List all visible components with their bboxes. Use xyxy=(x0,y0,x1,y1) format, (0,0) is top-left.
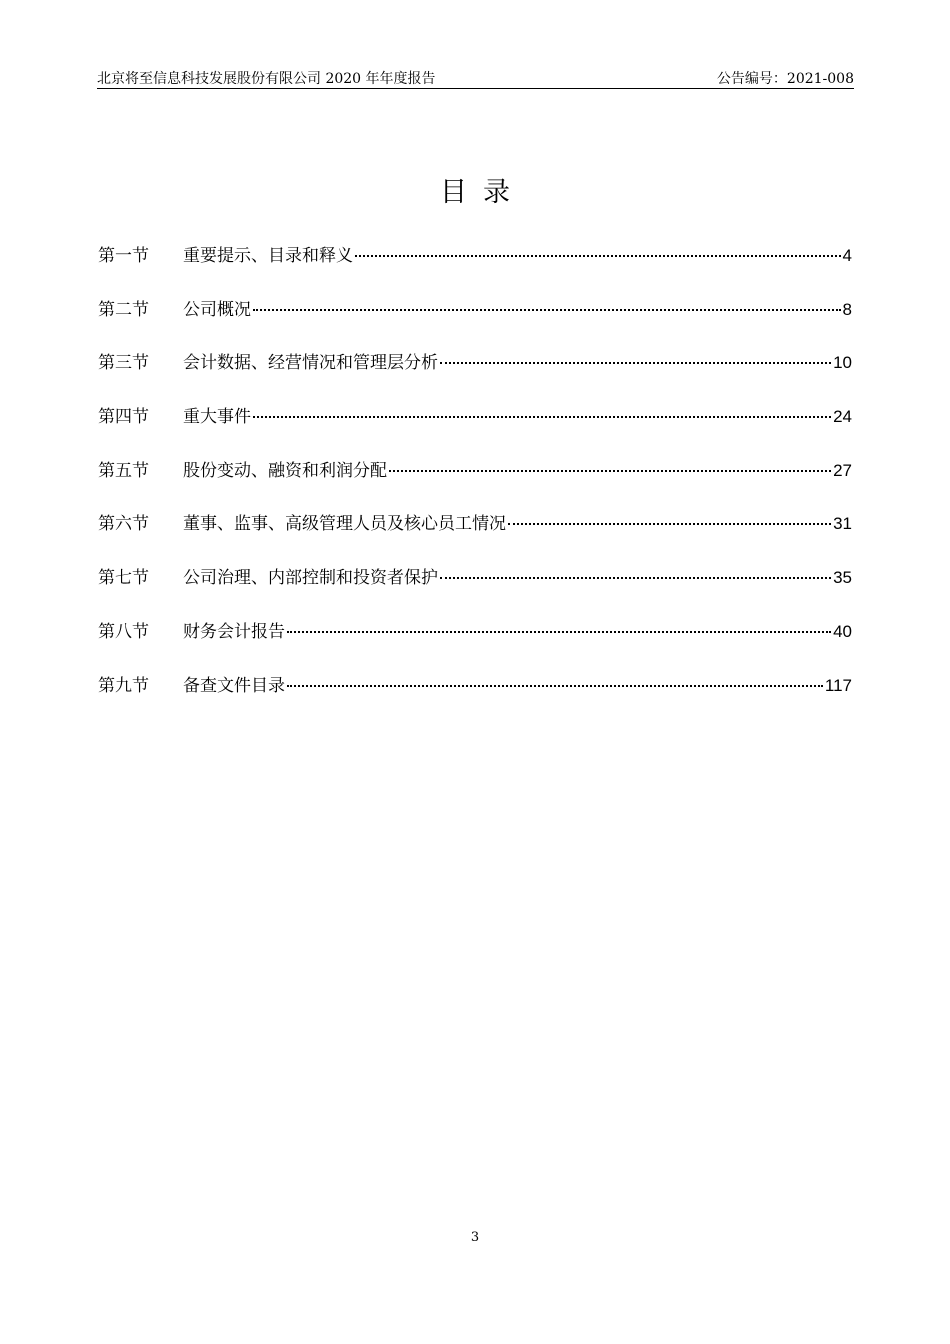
toc-section-number: 第六节 xyxy=(98,514,149,535)
report-title: 北京将至信息科技发展股份有限公司 2020 年年度报告 xyxy=(97,71,436,87)
toc-page-number: 117 xyxy=(824,675,852,695)
toc-entry[interactable] xyxy=(98,668,852,722)
dot-leader xyxy=(287,631,831,633)
toc-section-number: 第八节 xyxy=(98,621,149,642)
toc-section-title: 财务会计报告 xyxy=(183,621,285,642)
toc-entry[interactable] xyxy=(98,292,852,346)
toc-section-title: 会计数据、经营情况和管理层分析 xyxy=(183,353,438,374)
toc-page-number: 8 xyxy=(842,299,852,319)
toc-entry[interactable] xyxy=(98,399,852,453)
toc-entry[interactable] xyxy=(98,560,852,614)
toc-entry[interactable] xyxy=(98,238,852,292)
toc-section-title: 重大事件 xyxy=(183,407,251,428)
announcement-number: 公告编号：2021-008 xyxy=(716,71,854,87)
dot-leader xyxy=(440,362,831,364)
dot-leader xyxy=(287,685,823,687)
toc-section-number: 第一节 xyxy=(98,246,149,266)
toc-page-number: 40 xyxy=(833,621,852,641)
toc-page-number: 35 xyxy=(833,568,852,588)
toc-section-number: 第五节 xyxy=(98,460,149,481)
dot-leader xyxy=(440,577,831,579)
toc-section-title: 重要提示、目录和释义 xyxy=(183,246,353,266)
toc-section-number: 第二节 xyxy=(98,299,149,320)
table-of-contents xyxy=(98,238,852,721)
toc-page-number: 27 xyxy=(833,460,852,480)
toc-section-number: 第七节 xyxy=(98,568,149,589)
dot-leader xyxy=(253,416,831,418)
toc-section-number: 第三节 xyxy=(98,353,149,374)
toc-entry[interactable] xyxy=(98,453,852,507)
page-number: 3 xyxy=(470,1230,480,1245)
toc-section-title: 公司治理、内部控制和投资者保护 xyxy=(183,568,438,589)
toc-entry[interactable] xyxy=(98,345,852,399)
dot-leader xyxy=(389,470,831,472)
toc-entry[interactable] xyxy=(98,614,852,668)
dot-leader xyxy=(355,255,841,257)
toc-title: 目录 xyxy=(440,177,526,208)
toc-page-number: 10 xyxy=(833,353,852,373)
toc-section-number: 第四节 xyxy=(98,407,149,428)
toc-section-title: 备查文件目录 xyxy=(183,675,285,696)
page-header xyxy=(97,66,854,89)
toc-page-number: 31 xyxy=(833,514,852,534)
dot-leader xyxy=(508,523,831,525)
toc-entry[interactable] xyxy=(98,506,852,560)
toc-section-number: 第九节 xyxy=(98,675,149,696)
toc-section-title: 股份变动、融资和利润分配 xyxy=(183,460,387,481)
toc-section-title: 董事、监事、高级管理人员及核心员工情况 xyxy=(183,514,506,535)
toc-section-title: 公司概况 xyxy=(183,299,251,320)
toc-page-number: 4 xyxy=(842,246,852,265)
toc-page-number: 24 xyxy=(833,407,852,427)
dot-leader xyxy=(253,309,841,311)
